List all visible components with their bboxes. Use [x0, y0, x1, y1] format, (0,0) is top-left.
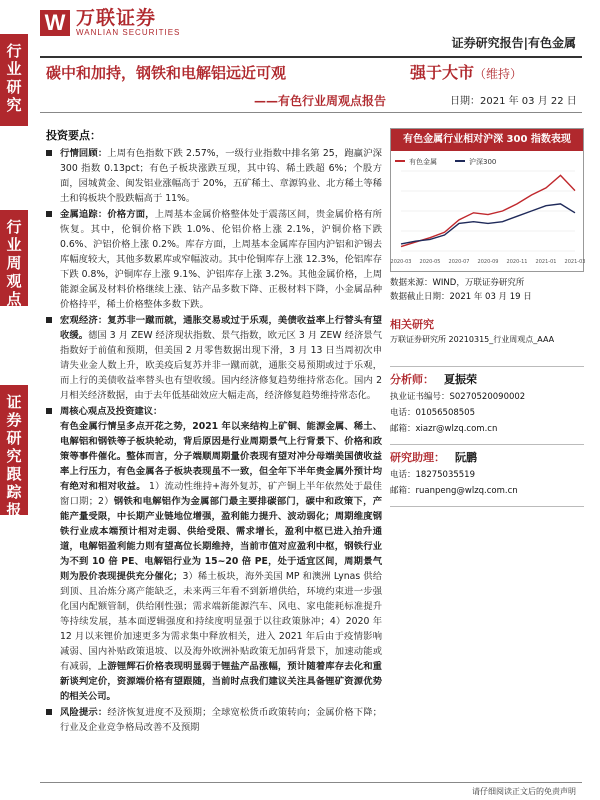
list-item: 周核心观点及投资建议： 有色金属行情呈多点开花之势，2021 年以来结构上矿铜、能源金属、稀土、电解铝和钢铁等子板块轮动，背后原因是行业周期景气上行背景下、价格和政策等事件催化。整体而言，分子端顺周期量价表现有望对冲分母端美国债收益率上行压力，有色金属各子板块表现虽不一致，但全年下半年贵金属外预计均有绝对和相对收益。 1）流动性维持+海外复苏，矿产铜上半年依然处于最佳窗口期；2）钢铁和电解铝作为金属部门最主要排碳部门，碳中和政策下，产能产量受限，中长期产业链地位增强，盈利能力提升、波动弱化；周期维度钢铁行业成本端预计相对走弱、供给受限、需求增长，盈利中枢已进入抬升通道，电解铝盈利能力则有望高位长期维持，当前市值对应盈利中枢，钢铁行业为不到 10 倍 PE、电解铝行业为 15~20 倍 PE，处于适宜区间，周期景气则为股价表现提供充分催化；3）稀土板块，海外美国 MP 和澳洲 Lynas 供给到顶、且冶炼分离产能缺乏，未来两三年看不到新增供给，环境约束进一步强化国内配额管制，供给刚性强；需求端新能源汽车、风电、家电能耗标准提升等持续发展，基本面逻辑强度和持续度明显强于以往政策脉冲；4）2020 年 12 月以来锂价加速更多为需求集中释放相关，进入 2021 年后由于疫情影响减弱、国内补贴政策退坡、以及海外欧洲补贴政策无加码背景下，加速动能或有减弱，上游锂辉石价格表现明显弱于锂盐产品涨幅，预计随着库存去化和重新谈判定价，资源端价格有望跟随，当前时点我们建议关注具备锂矿资源优势的相关公司。 [46, 404, 382, 704]
title-divider [40, 112, 582, 113]
bullet-icon [46, 150, 52, 156]
report-subtitle: ——有色行业周观点报告 [254, 94, 387, 108]
legend-label-2: 沪深300 [469, 158, 497, 166]
side-tab-weekly-view: 行业周观点 [0, 210, 28, 306]
analyst-phone: 电话：01056508505 [390, 408, 475, 418]
x-tick-label: 2020-09 [477, 259, 499, 265]
related-title: 相关研究 [390, 318, 434, 331]
x-axis-ticks [391, 259, 586, 265]
rating-main: 强于大市 [410, 63, 475, 82]
bullet-icon [46, 211, 52, 217]
side-tab-industry-research: 行业研究 [0, 34, 28, 126]
rating [410, 60, 522, 83]
assistant-label: 研究助理： [390, 451, 445, 464]
analyst-label: 分析师： [390, 373, 434, 386]
report-type: 证券研究报告|有色金属 [451, 36, 576, 50]
logo-cn: 万联证券 [76, 7, 157, 29]
assistant-block [390, 450, 518, 499]
source-line: 数据来源：WIND，万联证券研究所 [390, 278, 525, 288]
relative-performance-chart [390, 151, 586, 271]
legend-label-1: 有色金属 [409, 158, 437, 166]
analyst-email[interactable]: 邮箱：xiazr@wlzq.com.cn [390, 424, 498, 434]
analyst-cert: 执业证书编号：S0270520090002 [390, 392, 526, 402]
bullet-icon [46, 317, 52, 323]
bullet-icon [46, 408, 52, 414]
analyst-block [390, 372, 525, 437]
assistant-phone: 电话：18275035519 [390, 470, 475, 480]
chart-source [390, 276, 532, 304]
list-item: 行情回顾：上周有色指数下跌 2.57%，一级行业指数中排名第 25，跑赢沪深 300 指数 0.13pct；有色子板块涨跌互现，其中钨、稀土跌超 6%；个股方面，园城黄金、闽发铝业涨幅高于 20%，五矿稀土、章源钨业、北方稀土等稀土和钨板块个股跌幅高于 11%。 [46, 146, 382, 206]
x-tick-label: 2020-11 [506, 259, 528, 265]
footer-divider [40, 782, 582, 783]
chart-panel [390, 128, 584, 272]
top-divider [40, 56, 582, 58]
logo-mark: W [40, 10, 70, 36]
assistant-name: 阮鹏 [455, 451, 477, 464]
section-title: 投资要点： [46, 129, 101, 142]
list-item: 金属追踪：价格方面，上周基本金属价格整体处于震荡区间，贵金属价格有所恢复。其中，伦铜价格下跌 1.0%、伦铝价格上涨 2.1%，沪铜价格下跌 0.6%、沪铝价格上涨 0.2%。库存方面，上周基本金属库存国内沪铝和沪锡去库幅度较大，其他多数累库或窄幅波动。其中伦铜库存上涨 12.3%，伦铝库存下跌 0.8%，沪铜库存上涨 9.1%、沪铝库存上涨 3.2%。其他金属价格，上周能源金属及材料价格继续上涨、钴产品多数下降、正极材料下降，小金属品种价格持平，稀土价格整体多数下跌。 [46, 207, 382, 312]
x-tick-label: 2021-01 [535, 259, 557, 265]
x-tick-label: 2020-05 [419, 259, 441, 265]
investment-summary [46, 128, 382, 736]
report-date: 日期：2021 年 03 月 22 日 [450, 96, 577, 107]
divider [390, 366, 584, 367]
assistant-email[interactable]: 邮箱：ruanpeng@wlzq.com.cn [390, 486, 518, 496]
divider [390, 506, 584, 507]
related-link[interactable]: 万联证券研究所 20210315_行业周观点_AAA [390, 335, 555, 344]
cutoff-date: 数据截止日期：2021 年 03 月 19 日 [390, 292, 532, 302]
x-tick-label: 2021-03 [564, 259, 586, 265]
chart-title: 有色金属行业相对沪深 300 指数表现 [391, 129, 583, 151]
report-title: 碳中和加持，钢铁和电解铝远近可观 [46, 64, 287, 82]
rating-sub: （维持） [474, 67, 523, 81]
logo-en: WANLIAN SECURITIES [76, 28, 181, 37]
x-tick-label: 2020-07 [448, 259, 470, 265]
disclaimer-note: 请仔细阅读正文后的免责声明 [472, 787, 576, 796]
bullet-icon [46, 709, 52, 715]
divider [390, 444, 584, 445]
analyst-name: 夏振荣 [444, 373, 477, 386]
logo [40, 8, 180, 37]
x-tick-label: 2020-03 [390, 259, 412, 265]
side-tab-tracking-report: 证券研究跟踪报告 [0, 385, 28, 515]
list-item: 宏观经济：复苏非一蹴而就，通胀交易或过于乐观，美债收益率上行替头有望收缓。德国 3 月 ZEW 经济现状指数、景气指数，欧元区 3 月 ZEW 经济景气指数好于前值和预期，但美国 2 月零售数据出现下滑，3 月 13 日当周初次申请失业金人数上升，欧美疫后复苏并非一蹴而就，通胀交易预期或过于乐观，而上行的美债收益率替头也有望收缓。国内经济修复趋势维持常态化。国内 2 月相关经济数据，由于去年低基础效应大幅走高，经济修复趋势维持常态化。 [46, 313, 382, 403]
list-item: 风险提示：经济恢复进度不及预期；全球宽松货币政策转向；金属价格下降；行业及企业竞争格局改善不及预期 [46, 705, 382, 735]
